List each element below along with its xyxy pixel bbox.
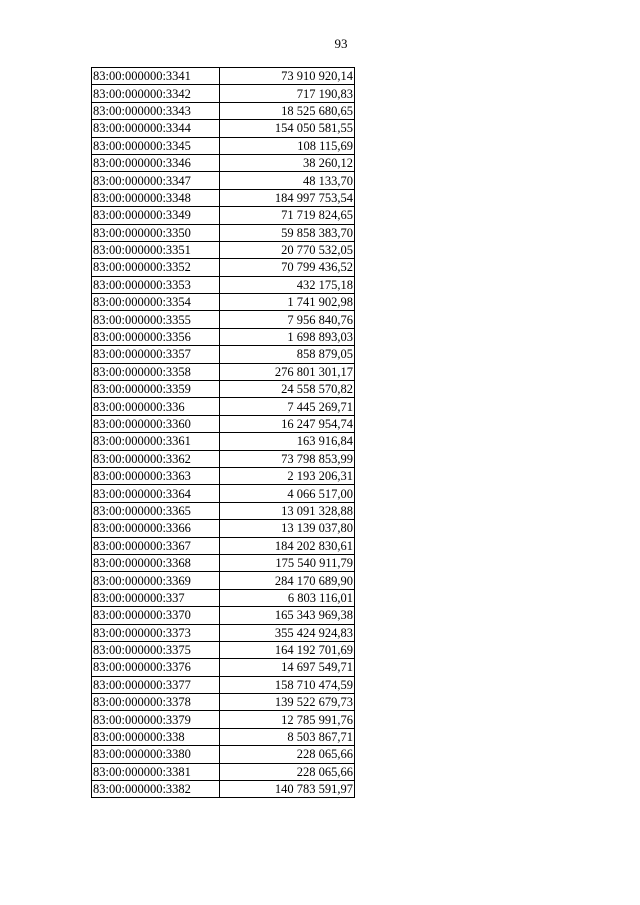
cadastral-number-cell: 83:00:000000:338 [92, 728, 220, 745]
table-row [92, 624, 355, 641]
cadastral-number-cell: 83:00:000000:3355 [92, 311, 220, 328]
table-row [92, 467, 355, 484]
cadastral-value-cell: 59 858 383,70 [220, 224, 355, 241]
cadastral-number-cell: 83:00:000000:3363 [92, 467, 220, 484]
table-row [92, 485, 355, 502]
table-row [92, 763, 355, 780]
cadastral-value-cell: 8 503 867,71 [220, 728, 355, 745]
cadastral-number-cell: 83:00:000000:3379 [92, 711, 220, 728]
cadastral-value-cell: 6 803 116,01 [220, 589, 355, 606]
cadastral-value-cell: 228 065,66 [220, 746, 355, 763]
table-row [92, 85, 355, 102]
cadastral-value-cell: 184 997 753,54 [220, 189, 355, 206]
cadastral-value-cell: 163 916,84 [220, 433, 355, 450]
cadastral-value-cell: 140 783 591,97 [220, 781, 355, 798]
cadastral-value-cell: 165 343 969,38 [220, 607, 355, 624]
cadastral-number-cell: 83:00:000000:3344 [92, 120, 220, 137]
cadastral-number-cell: 83:00:000000:3375 [92, 641, 220, 658]
cadastral-number-cell: 83:00:000000:3361 [92, 433, 220, 450]
cadastral-value-cell: 158 710 474,59 [220, 676, 355, 693]
table-row [92, 224, 355, 241]
cadastral-number-cell: 83:00:000000:3359 [92, 381, 220, 398]
table-row [92, 346, 355, 363]
cadastral-number-cell: 83:00:000000:3378 [92, 694, 220, 711]
table-row [92, 659, 355, 676]
table-row [92, 676, 355, 693]
cadastral-value-cell: 13 091 328,88 [220, 502, 355, 519]
table-row [92, 433, 355, 450]
cadastral-number-cell: 83:00:000000:3358 [92, 363, 220, 380]
table-row [92, 450, 355, 467]
cadastral-value-cell: 108 115,69 [220, 137, 355, 154]
cadastral-value-cell: 228 065,66 [220, 763, 355, 780]
table-row [92, 554, 355, 571]
page-number: 93 [334, 36, 348, 51]
cadastral-value-cell: 12 785 991,76 [220, 711, 355, 728]
table-row [92, 781, 355, 798]
cadastral-number-cell: 83:00:000000:3349 [92, 207, 220, 224]
table-row [92, 537, 355, 554]
table-row [92, 607, 355, 624]
cadastral-value-cell: 14 697 549,71 [220, 659, 355, 676]
cadastral-value-cell: 16 247 954,74 [220, 415, 355, 432]
cadastral-number-cell: 83:00:000000:3348 [92, 189, 220, 206]
table-row [92, 381, 355, 398]
cadastral-value-cell: 858 879,05 [220, 346, 355, 363]
cadastral-number-cell: 83:00:000000:3364 [92, 485, 220, 502]
table-body [92, 68, 355, 798]
table-row [92, 172, 355, 189]
cadastral-value-table [91, 67, 355, 798]
cadastral-number-cell: 83:00:000000:337 [92, 589, 220, 606]
cadastral-number-cell: 83:00:000000:3346 [92, 154, 220, 171]
cadastral-number-cell: 83:00:000000:3352 [92, 259, 220, 276]
cadastral-number-cell: 83:00:000000:3376 [92, 659, 220, 676]
table-row [92, 520, 355, 537]
table-row [92, 398, 355, 415]
cadastral-number-cell: 83:00:000000:3342 [92, 85, 220, 102]
cadastral-value-cell: 70 799 436,52 [220, 259, 355, 276]
table-row [92, 102, 355, 119]
table-row [92, 415, 355, 432]
table-row [92, 68, 355, 85]
cadastral-number-cell: 83:00:000000:3368 [92, 554, 220, 571]
cadastral-value-cell: 13 139 037,80 [220, 520, 355, 537]
table-row [92, 589, 355, 606]
cadastral-number-cell: 83:00:000000:3347 [92, 172, 220, 189]
cadastral-value-cell: 73 798 853,99 [220, 450, 355, 467]
table-row [92, 311, 355, 328]
table-row [92, 259, 355, 276]
cadastral-number-cell: 83:00:000000:3381 [92, 763, 220, 780]
cadastral-value-cell: 1 741 902,98 [220, 294, 355, 311]
cadastral-value-cell: 2 193 206,31 [220, 467, 355, 484]
table-row [92, 711, 355, 728]
table-row [92, 154, 355, 171]
cadastral-number-cell: 83:00:000000:3369 [92, 572, 220, 589]
cadastral-number-cell: 83:00:000000:3356 [92, 328, 220, 345]
cadastral-number-cell: 83:00:000000:3370 [92, 607, 220, 624]
cadastral-value-cell: 48 133,70 [220, 172, 355, 189]
table-row [92, 294, 355, 311]
cadastral-number-cell: 83:00:000000:3366 [92, 520, 220, 537]
cadastral-value-cell: 73 910 920,14 [220, 68, 355, 85]
table-row [92, 572, 355, 589]
cadastral-number-cell: 83:00:000000:3382 [92, 781, 220, 798]
table-row [92, 641, 355, 658]
cadastral-number-cell: 83:00:000000:3353 [92, 276, 220, 293]
cadastral-value-cell: 18 525 680,65 [220, 102, 355, 119]
cadastral-number-cell: 83:00:000000:3360 [92, 415, 220, 432]
cadastral-value-cell: 355 424 924,83 [220, 624, 355, 641]
cadastral-value-cell: 38 260,12 [220, 154, 355, 171]
cadastral-value-cell: 24 558 570,82 [220, 381, 355, 398]
cadastral-value-cell: 154 050 581,55 [220, 120, 355, 137]
table-row [92, 694, 355, 711]
cadastral-value-cell: 175 540 911,79 [220, 554, 355, 571]
cadastral-number-cell: 83:00:000000:3354 [92, 294, 220, 311]
table-row [92, 728, 355, 745]
cadastral-number-cell: 83:00:000000:3350 [92, 224, 220, 241]
cadastral-number-cell: 83:00:000000:3380 [92, 746, 220, 763]
cadastral-value-cell: 71 719 824,65 [220, 207, 355, 224]
table-row [92, 241, 355, 258]
cadastral-number-cell: 83:00:000000:3362 [92, 450, 220, 467]
cadastral-value-cell: 4 066 517,00 [220, 485, 355, 502]
cadastral-value-cell: 276 801 301,17 [220, 363, 355, 380]
cadastral-number-cell: 83:00:000000:336 [92, 398, 220, 415]
table-row [92, 502, 355, 519]
cadastral-value-cell: 139 522 679,73 [220, 694, 355, 711]
cadastral-value-cell: 717 190,83 [220, 85, 355, 102]
table-row [92, 137, 355, 154]
cadastral-value-cell: 164 192 701,69 [220, 641, 355, 658]
cadastral-value-cell: 432 175,18 [220, 276, 355, 293]
cadastral-number-cell: 83:00:000000:3373 [92, 624, 220, 641]
table-row [92, 189, 355, 206]
cadastral-value-cell: 1 698 893,03 [220, 328, 355, 345]
table-row [92, 276, 355, 293]
cadastral-number-cell: 83:00:000000:3367 [92, 537, 220, 554]
cadastral-value-cell: 284 170 689,90 [220, 572, 355, 589]
cadastral-number-cell: 83:00:000000:3341 [92, 68, 220, 85]
cadastral-number-cell: 83:00:000000:3343 [92, 102, 220, 119]
cadastral-value-cell: 20 770 532,05 [220, 241, 355, 258]
table-row [92, 207, 355, 224]
table-row [92, 746, 355, 763]
cadastral-value-cell: 7 445 269,71 [220, 398, 355, 415]
cadastral-number-cell: 83:00:000000:3377 [92, 676, 220, 693]
cadastral-number-cell: 83:00:000000:3365 [92, 502, 220, 519]
table-row [92, 120, 355, 137]
cadastral-value-cell: 184 202 830,61 [220, 537, 355, 554]
cadastral-number-cell: 83:00:000000:3345 [92, 137, 220, 154]
table-row [92, 328, 355, 345]
cadastral-number-cell: 83:00:000000:3351 [92, 241, 220, 258]
cadastral-number-cell: 83:00:000000:3357 [92, 346, 220, 363]
table-row [92, 363, 355, 380]
cadastral-value-cell: 7 956 840,76 [220, 311, 355, 328]
